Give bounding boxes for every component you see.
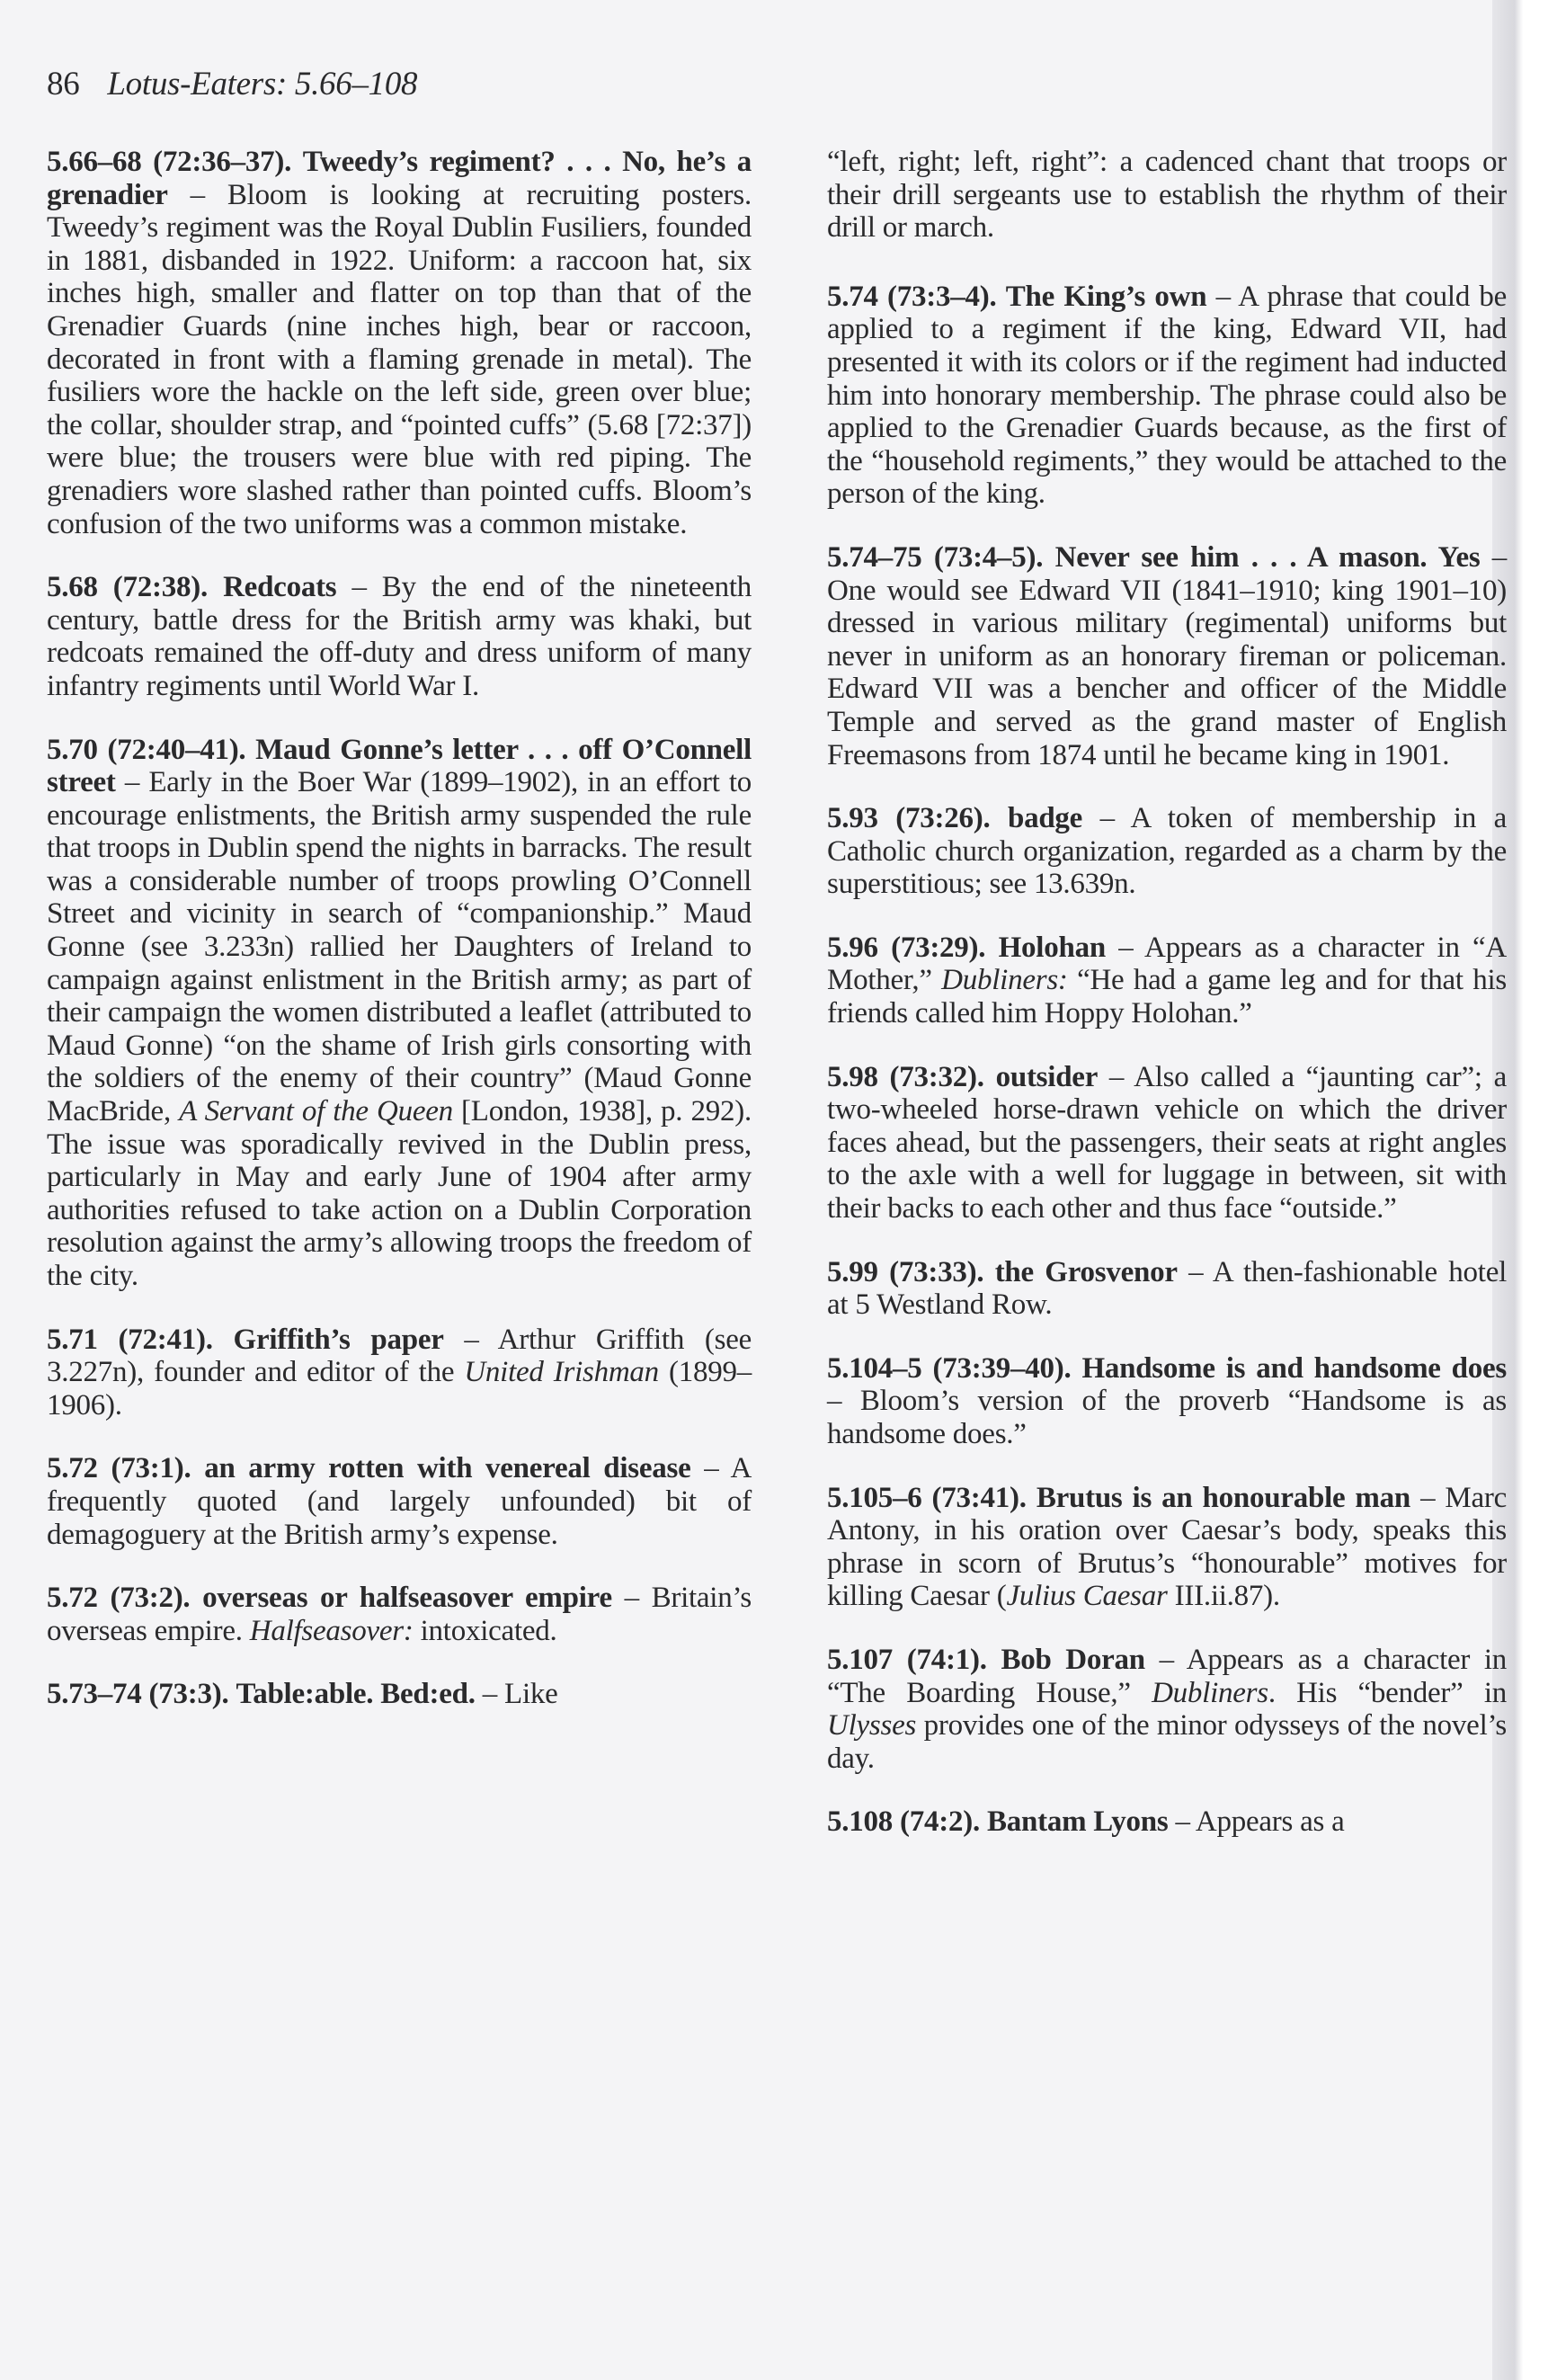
entry-text: III.ii.87). bbox=[1167, 1580, 1280, 1613]
annotation-entry bbox=[827, 802, 1507, 901]
entry-ref: 5.73–74 (73:3). bbox=[47, 1678, 229, 1711]
entry-text: – A then-fashionable hotel at 5 Westland Row. bbox=[827, 1255, 1508, 1322]
entry-ref: 5.72 (73:2). bbox=[47, 1582, 191, 1615]
entry-text: (1899–1906). bbox=[47, 1356, 752, 1422]
entry-lemma: Table:able. Bed:ed. bbox=[236, 1678, 476, 1711]
entry-ref: 5.74 (73:3–4). bbox=[827, 280, 997, 313]
annotation-entry bbox=[827, 1805, 1507, 1839]
entry-text: – One would see Edward VII (1841–1910; king 1901–10) dressed in various military (regimental) uniforms but never in uniform as an honorary fireman or policeman. Edward VII was a bencher and officer of the Middle Temple and served as the grand master of English Freemasons from 1874 until he became king in 1901. bbox=[827, 540, 1508, 771]
entry-lemma: Brutus is an honourable man bbox=[1036, 1481, 1411, 1514]
entry-ref: 5.70 (72:40–41). bbox=[47, 733, 246, 766]
annotation-entry bbox=[47, 1452, 752, 1551]
entry-italic-title: United Irishman bbox=[464, 1356, 659, 1389]
running-title: Lotus-Eaters: 5.66–108 bbox=[107, 66, 418, 103]
entry-text: – Appears as a bbox=[1168, 1805, 1345, 1839]
entry-text: [London, 1938], p. 292). The issue was sporadically revived in the Dublin press, particularly in May and early June of 1904 after army authorities refused to take action on a Dublin Corporation resolution against the army’s allowing troops the freedom of the city. bbox=[47, 1095, 752, 1292]
entry-ref: 5.68 (72:38). bbox=[47, 571, 209, 604]
entry-text: . His “bender” in bbox=[1268, 1676, 1507, 1709]
annotation-entry bbox=[47, 1678, 752, 1711]
entry-ref: 5.96 (73:29). bbox=[827, 931, 986, 964]
annotation-entry bbox=[827, 1482, 1507, 1613]
entry-lemma: Bob Doran bbox=[1001, 1643, 1145, 1676]
entry-text: – A phrase that could be applied to a regiment if the king, Edward VII, had presented it with its colors or if the regiment had inducted him into honorary membership. The phrase could also be applied to the Grenadier Guards because, as the first of the “household regiments,” they would be attached to the person of the king. bbox=[827, 280, 1507, 511]
entry-text: provides one of the minor odysseys of the novel’s day. bbox=[827, 1709, 1507, 1775]
annotation-entry bbox=[47, 734, 752, 1293]
entry-lemma: overseas or halfseasover empire bbox=[202, 1582, 612, 1615]
entry-ref: 5.108 (74:2). bbox=[827, 1805, 980, 1839]
annotation-entry bbox=[827, 1061, 1507, 1226]
entry-lemma: the Grosvenor bbox=[994, 1255, 1178, 1288]
entry-ref: 5.72 (73:1). bbox=[47, 1452, 191, 1485]
entry-lemma: Never see him . . . A mason. Yes bbox=[1054, 540, 1481, 574]
annotation-entry bbox=[47, 1582, 752, 1647]
entry-italic-title: Dubliners bbox=[1152, 1676, 1268, 1709]
entry-text: – Appears as a character in “A Mother,” bbox=[827, 931, 1507, 997]
entry-text: intoxicated. bbox=[413, 1614, 557, 1647]
entry-lemma: Tweedy’s regiment? . . . No, he’s a grenadier bbox=[47, 146, 752, 211]
entry-text: – Appears as a character in “The Boarding House,” bbox=[827, 1643, 1508, 1709]
entry-ref: 5.107 (74:1). bbox=[827, 1643, 987, 1676]
entry-italic-title: Dubliners: bbox=[941, 964, 1068, 997]
entry-text: – By the end of the nineteenth century, battle dress for the British army was khaki, but redcoats remained the off-duty and dress uniform of many infantry regiments until World War I. bbox=[47, 571, 752, 702]
left-column bbox=[47, 146, 752, 1742]
annotation-entry bbox=[827, 931, 1507, 1030]
entry-italic-title: Ulysses bbox=[827, 1709, 917, 1743]
entry-text: – Also called a “jaunting car”; a two-wheeled horse-drawn vehicle on which the driver faces ahead, but the passengers, their seats at right angles to the axle with a well for luggage in between, sit with their backs to each other and thus face “outside.” bbox=[827, 1060, 1507, 1226]
entry-lemma: Maud Gonne’s letter . . . off O’Connell street bbox=[47, 733, 752, 799]
entry-lemma: outsider bbox=[995, 1060, 1099, 1093]
entry-lemma: Griffith’s paper bbox=[233, 1323, 444, 1356]
annotation-entry bbox=[827, 281, 1507, 511]
entry-lemma: The King’s own bbox=[1005, 280, 1207, 313]
entry-text: – Britain’s overseas empire. bbox=[47, 1582, 752, 1647]
entry-text: “He had a game leg and for that his friends called him Hoppy Holohan.” bbox=[827, 964, 1507, 1030]
annotation-entry bbox=[827, 1352, 1507, 1451]
annotation-entry bbox=[47, 146, 752, 540]
entry-italic-title: A Servant of the Queen bbox=[179, 1095, 453, 1128]
entry-lemma: Bantam Lyons bbox=[986, 1805, 1169, 1839]
right-column bbox=[827, 146, 1507, 1869]
entry-lemma: Holohan bbox=[998, 931, 1106, 964]
entry-ref: 5.99 (73:33). bbox=[827, 1255, 984, 1288]
entry-text: – Early in the Boer War (1899–1902), in an effort to encourage enlistments, the British army suspended the rule that troops in Dublin spend the nights in barracks. The result was a considerable number of troops prowling O’Connell Street and vicinity in search of “companionship.” Maud Gonne (see 3.233n) rallied her Daughters of Ireland to campaign against enlistment in the British army; as part of their campaign the women distributed a leaflet (attributed to Maud Gonne) “on the shame of Irish girls consorting with the soldiers of the enemy of their country” (Maud Gonne MacBride, bbox=[47, 766, 752, 1128]
entry-text: – Like bbox=[475, 1678, 558, 1711]
entry-ref: 5.66–68 (72:36–37). bbox=[47, 146, 292, 178]
annotation-entry bbox=[827, 1256, 1507, 1322]
entry-italic-term: Halfseasover: bbox=[249, 1614, 414, 1647]
entry-text: – A frequently quoted (and largely unfounded) bit of demagoguery at the British army’s expense. bbox=[47, 1452, 752, 1551]
entry-lemma: badge bbox=[1007, 802, 1083, 835]
running-head bbox=[47, 65, 417, 104]
entry-text: – Arthur Griffith (see 3.227n), founder and editor of the bbox=[47, 1323, 752, 1389]
entry-ref: 5.98 (73:32). bbox=[827, 1060, 984, 1093]
entry-ref: 5.71 (72:41). bbox=[47, 1323, 213, 1356]
entry-text: – Marc Antony, in his oration over Caesar’s body, speaks this phrase in scorn of Brutus’s “honourable” motives for killing Caesar ( bbox=[827, 1481, 1507, 1613]
entry-lemma: an army rotten with venereal disease bbox=[204, 1452, 691, 1485]
entry-text: – Bloom’s version of the proverb “Handsome is as handsome does.” bbox=[827, 1385, 1507, 1450]
annotation-entry bbox=[827, 541, 1507, 771]
entry-ref: 5.74–75 (73:4–5). bbox=[827, 540, 1044, 574]
annotation-entry bbox=[47, 1324, 752, 1422]
entry-ref: 5.93 (73:26). bbox=[827, 802, 991, 835]
entry-ref: 5.104–5 (73:39–40). bbox=[827, 1351, 1072, 1385]
entry-ref: 5.105–6 (73:41). bbox=[827, 1481, 1027, 1514]
entry-lemma: Handsome is and handsome does bbox=[1081, 1351, 1508, 1385]
annotation-entry bbox=[827, 1644, 1507, 1775]
continued-entry-text: “left, right; left, right”: a cadenced chant that troops or their drill sergeants use to establish the rhythm of their drill or march. bbox=[827, 146, 1507, 245]
entry-italic-title: Julius Caesar bbox=[1006, 1580, 1168, 1613]
entry-text: – A token of membership in a Catholic church organization, regarded as a charm by the superstitious; see 13.639n. bbox=[827, 802, 1507, 901]
entry-text: – Bloom is looking at recruiting posters. Tweedy’s regiment was the Royal Dublin Fusiliers, founded in 1881, disbanded in 1922. Uniform: a raccoon hat, six inches high, smaller and flatter on top than that of the Grenadier Guards (nine inches high, bear or raccoon, decorated in front with a flaming grenade in metal). The fusiliers wore the hackle on the left side, green over blue; the collar, shoulder strap, and “pointed cuffs” (5.68 [72:37]) were blue; the trousers were blue with red piping. The grenadiers wore slashed rather than pointed cuffs. Bloom’s confusion of the two uniforms was a common mistake. bbox=[47, 178, 752, 540]
page-number: 86 bbox=[47, 66, 80, 103]
entry-lemma: Redcoats bbox=[223, 571, 337, 604]
annotation-entry bbox=[47, 571, 752, 702]
